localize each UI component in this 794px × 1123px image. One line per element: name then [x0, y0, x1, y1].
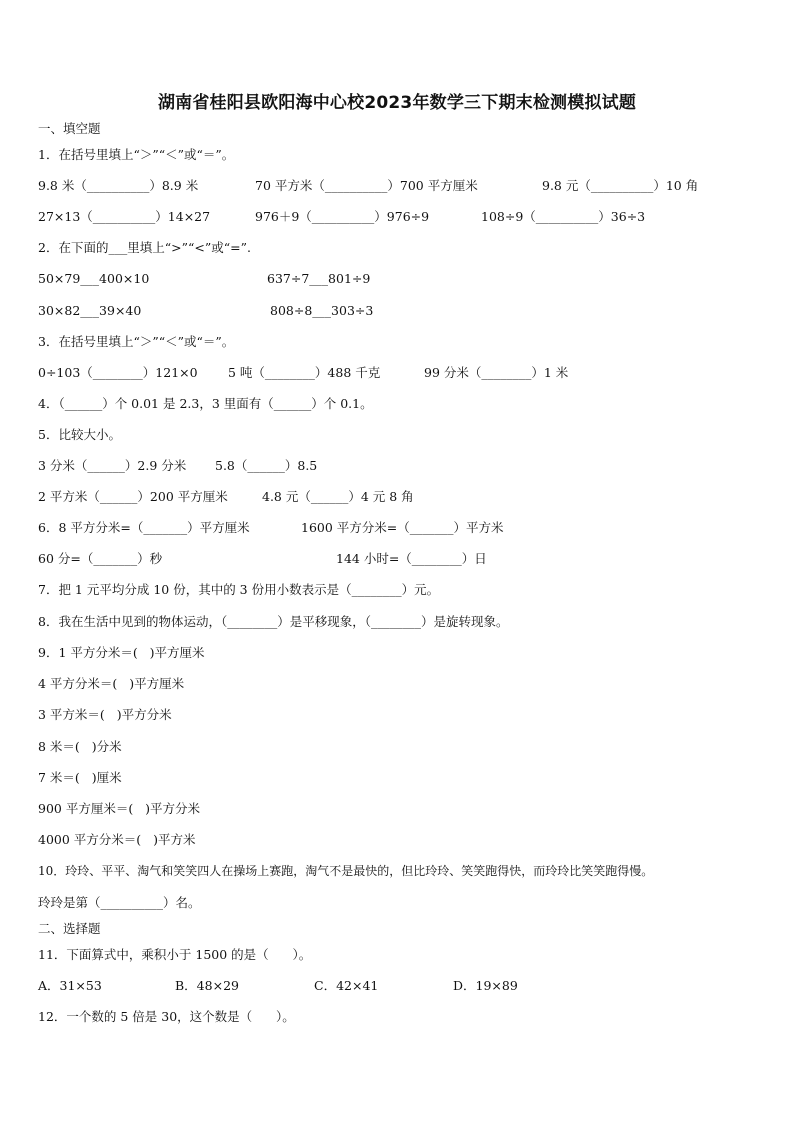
question-2-stem: 2．在下面的___里填上“>”“<”或“=”.	[38, 240, 251, 255]
question-11-option-d: D．19×89	[453, 978, 518, 993]
question-9-item: 8 米＝( )分米	[38, 739, 122, 754]
question-1-item: 108÷9（__________）36÷3	[481, 209, 646, 224]
question-11-option-a: A．31×53	[38, 978, 102, 993]
question-11-option-b: B．48×29	[175, 978, 239, 993]
question-5-item: 2 平方米（______）200 平方厘米	[38, 489, 228, 504]
question-7: 7．把 1 元平均分成 10 份，其中的 3 份用小数表示是（________）元。	[38, 582, 440, 597]
question-1-item: 9.8 米（__________）8.9 米	[38, 178, 199, 193]
question-3-item: 5 吨（________）488 千克	[228, 365, 381, 380]
question-9-item: 9．1 平方分米＝( )平方厘米	[38, 645, 205, 660]
question-1-item: 27×13（__________）14×27	[38, 209, 211, 224]
question-3-item: 99 分米（________）1 米	[424, 365, 569, 380]
question-3-item: 0÷103（________）121×0	[38, 365, 198, 380]
question-5-item: 3 分米（______）2.9 分米	[38, 458, 187, 473]
question-10-text: 10．玲玲、平平、淘气和笑笑四人在操场上赛跑，淘气不是最快的，但比玲玲、笑笑跑得快，而玲玲比笑笑跑得慢。	[38, 864, 654, 878]
question-9-item: 4000 平方分米＝( )平方米	[38, 832, 196, 847]
question-5-item: 5.8（______）8.5	[215, 458, 318, 473]
question-6-item: 1600 平方分米=（_______）平方米	[301, 520, 504, 535]
question-2-item: 30×82___39×40	[38, 303, 142, 318]
question-8: 8．我在生活中见到的物体运动，（________）是平移现象，（________）是旋转现象。	[38, 614, 509, 629]
question-4: 4．（______）个 0.01 是 2.3，3 里面有（______）个 0.1。	[38, 396, 373, 411]
page-title: 湖南省桂阳县欧阳海中心校2023年数学三下期末检测模拟试题	[157, 93, 637, 113]
question-9-item: 7 米＝( )厘米	[38, 770, 122, 785]
question-5-item: 4.8 元（______）4 元 8 角	[262, 489, 414, 504]
question-1-item: 9.8 元（__________）10 角	[542, 178, 699, 193]
question-9-item: 4 平方分米＝( )平方厘米	[38, 676, 185, 691]
question-2-item: 637÷7___801÷9	[267, 271, 371, 286]
question-9-item: 900 平方厘米＝( )平方分米	[38, 801, 201, 816]
question-11-stem: 11．下面算式中，乘积小于 1500 的是（ ）。	[38, 947, 312, 962]
question-5-stem: 5．比较大小。	[38, 427, 121, 442]
question-3-stem: 3．在括号里填上“＞”“＜”或“＝”。	[38, 334, 235, 349]
question-1-item: 70 平方米（__________）700 平方厘米	[255, 178, 478, 193]
question-6-item: 6．8 平方分米=（_______）平方厘米	[38, 520, 250, 535]
question-10-answer-line: 玲玲是第（__________）名。	[38, 895, 201, 910]
question-11-option-c: C．42×41	[314, 978, 379, 993]
question-1-stem: 1．在括号里填上“＞”“＜”或“＝”。	[38, 147, 235, 162]
section-heading-fill-blank: 一、填空题	[38, 121, 101, 136]
question-9-item: 3 平方米＝( )平方分米	[38, 707, 172, 722]
question-6-item: 144 小时=（________）日	[336, 551, 487, 566]
question-2-item: 50×79___400×10	[38, 271, 150, 286]
question-6-item: 60 分=（_______）秒	[38, 551, 163, 566]
question-1-item: 976＋9（__________）976÷9	[255, 209, 430, 224]
question-2-item: 808÷8___303÷3	[270, 303, 374, 318]
section-heading-choice: 二、选择题	[38, 921, 101, 936]
question-12: 12．一个数的 5 倍是 30，这个数是（ ）。	[38, 1009, 295, 1024]
